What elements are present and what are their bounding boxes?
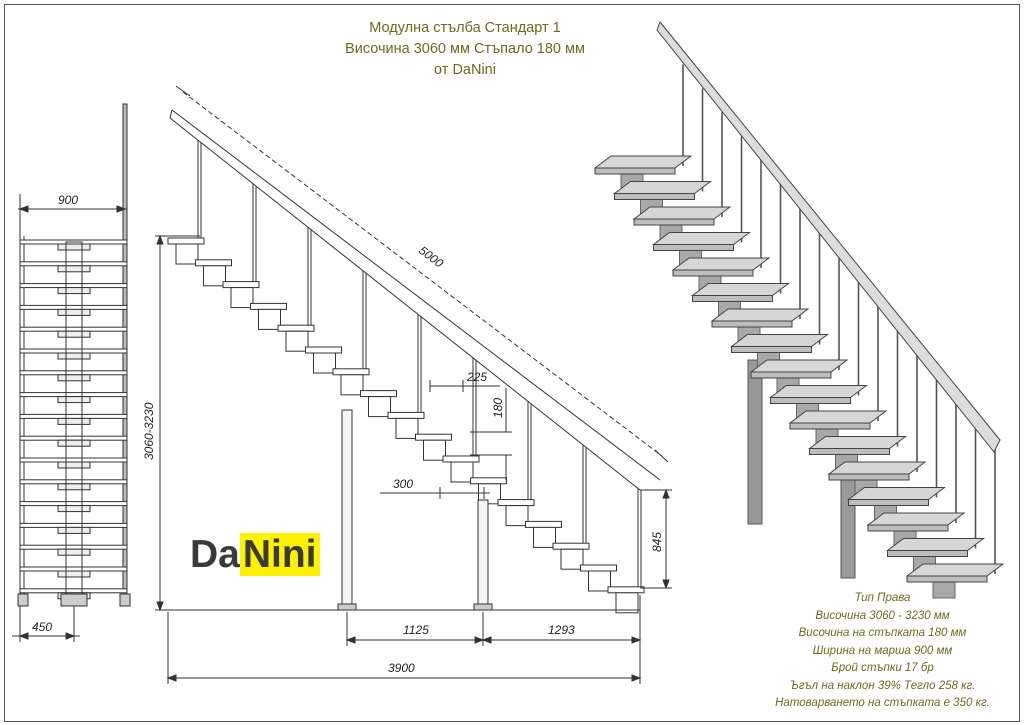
front-tread (20, 480, 127, 484)
persp-tread-edge (712, 321, 792, 327)
persp-tread (810, 437, 906, 449)
side-module (204, 266, 226, 286)
persp-tread-edge (751, 372, 831, 378)
front-tread-bracket (58, 244, 90, 250)
front-tread (20, 523, 127, 527)
persp-tread-edge (634, 219, 714, 225)
front-tread-bracket (58, 397, 90, 403)
persp-tread-edge (790, 423, 870, 429)
title-line-2: Височина 3060 мм Стъпало 180 мм (345, 41, 585, 57)
persp-tread-edge (595, 168, 675, 174)
side-tread (196, 260, 232, 266)
dim-tread-depth: 225 (467, 370, 488, 384)
spec-load: Натоварването на стъпката е 350 кг. (775, 697, 990, 709)
front-tread (20, 589, 127, 593)
front-tread (20, 393, 127, 397)
dim-side-width: 900 (58, 193, 79, 207)
title-line-1: Модулна стълба Стандарт 1 (369, 20, 561, 36)
side-tread (223, 282, 259, 288)
dim-diagonal: 5000 (416, 243, 446, 271)
persp-tread-edge (673, 270, 753, 276)
side-tread (306, 347, 342, 353)
front-tread-bracket (58, 506, 90, 512)
front-tread-bracket (58, 375, 90, 381)
front-tread (20, 567, 127, 571)
persp-tread-edge (868, 525, 948, 531)
front-tread (20, 349, 127, 353)
persp-tread (595, 156, 691, 168)
side-view (155, 86, 672, 684)
persp-tread-edge (829, 474, 909, 480)
front-tread-bracket (58, 484, 90, 490)
front-tread (20, 327, 127, 331)
side-tread (443, 456, 479, 462)
persp-tread (907, 564, 1003, 576)
front-tread-bracket (58, 309, 90, 315)
front-tread-bracket (58, 353, 90, 359)
persp-tread (654, 233, 750, 245)
persp-tread-edge (615, 194, 695, 200)
spec-angle-weight: Ъгъл на наклон 39% Тегло 258 кг. (789, 679, 976, 692)
spec-step-height: Височина на стъпката 180 мм (798, 627, 967, 639)
side-module (341, 375, 363, 395)
persp-tread (751, 360, 847, 372)
front-tread (20, 262, 127, 266)
side-tread (608, 587, 644, 593)
front-view (12, 104, 130, 642)
front-tread-bracket (58, 331, 90, 337)
dim-height: 3060-3230 (142, 402, 156, 460)
persp-tread-edge (888, 551, 968, 557)
dim-rise: 180 (491, 397, 505, 418)
persp-tread-edge (693, 296, 773, 302)
front-tread (20, 371, 127, 375)
side-tread (581, 565, 617, 571)
persp-tread (712, 309, 808, 321)
persp-tread (771, 386, 867, 398)
side-tread (471, 478, 507, 484)
persp-tread (615, 182, 711, 194)
spec-steps: Брой стъпки 17 бр (831, 662, 934, 674)
dim-span-1: 1125 (403, 623, 429, 637)
side-module (396, 418, 418, 438)
persp-tread-edge (810, 449, 890, 455)
dim-rail-height: 845 (650, 531, 664, 552)
dim-tread-width: 300 (393, 477, 414, 491)
persp-tread (868, 513, 964, 525)
side-module (231, 288, 253, 308)
dim-span-2: 1293 (548, 623, 575, 637)
persp-tread (888, 539, 984, 551)
persp-tread (673, 258, 769, 270)
perspective-view (595, 22, 1003, 598)
specs-block (760, 590, 1005, 713)
front-tread (20, 305, 127, 309)
title-line-3: от DaNini (434, 62, 496, 78)
persp-tread (693, 284, 789, 296)
front-tread-bracket (58, 440, 90, 446)
dim-side-base: 450 (32, 620, 53, 634)
front-tread-bracket (58, 462, 90, 468)
side-module (506, 506, 528, 526)
dim-total-length: 3900 (388, 661, 415, 675)
front-tread (20, 284, 127, 288)
side-module (314, 353, 336, 373)
persp-tread (634, 207, 730, 219)
persp-tread (790, 411, 886, 423)
side-tread (278, 325, 314, 331)
side-tread (333, 369, 369, 375)
front-tread-bracket (58, 571, 90, 577)
front-tread-bracket (58, 549, 90, 555)
front-tread-bracket (58, 527, 90, 533)
front-tread-bracket (58, 418, 90, 424)
side-module (424, 440, 446, 460)
side-tread (416, 434, 452, 440)
front-tread (20, 458, 127, 462)
persp-tread-edge (654, 245, 734, 251)
side-tread (553, 543, 589, 549)
danini-logo: DaNini (190, 534, 320, 576)
side-tread (251, 303, 287, 309)
side-module (589, 571, 611, 591)
side-module (259, 309, 281, 329)
persp-tread-edge (907, 576, 987, 582)
side-tread (388, 412, 424, 418)
front-tread (20, 436, 127, 440)
spec-height: Височина 3060 - 3230 мм (815, 609, 950, 622)
spec-type: Тип Права (854, 592, 911, 604)
persp-tread-edge (732, 347, 812, 353)
front-tread (20, 414, 127, 418)
side-tread (361, 391, 397, 397)
side-module (561, 549, 583, 569)
side-module (176, 244, 198, 264)
persp-tread (732, 335, 828, 347)
persp-tread (829, 462, 925, 474)
side-module (534, 527, 556, 547)
spec-width: Ширина на марша 900 мм (812, 644, 953, 657)
side-tread (526, 521, 562, 527)
persp-tread (849, 488, 945, 500)
front-tread (20, 502, 127, 506)
front-tread (20, 545, 127, 549)
front-tread-bracket (58, 288, 90, 294)
persp-tread-edge (849, 500, 929, 506)
side-tread (498, 500, 534, 506)
side-module (451, 462, 473, 482)
persp-tread-edge (771, 398, 851, 404)
front-tread-bracket (58, 266, 90, 272)
side-module (369, 397, 391, 417)
side-tread (168, 238, 204, 244)
side-module (286, 331, 308, 351)
